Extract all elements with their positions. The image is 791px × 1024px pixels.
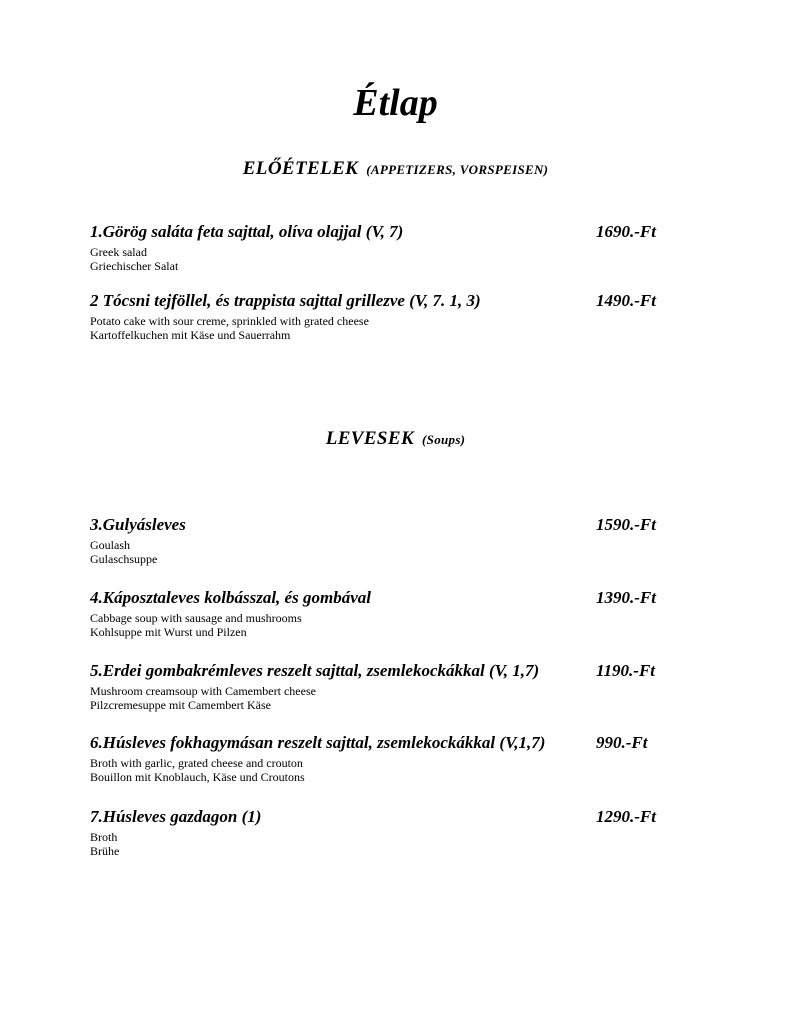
item-desc-en: Broth with garlic, grated cheese and crouton xyxy=(90,756,303,770)
item-desc-en: Mushroom creamsoup with Camembert cheese xyxy=(90,684,316,698)
item-desc-en: Cabbage soup with sausage and mushrooms xyxy=(90,611,302,625)
item-title: 6.Húsleves fokhagymásan reszelt sajttal, zsemlekockákkal (V,1,7) xyxy=(90,733,546,752)
item-desc-de: Gulaschsuppe xyxy=(90,552,158,566)
item-desc-en: Greek salad xyxy=(90,245,147,259)
item-desc-de: Kartoffelkuchen mit Käse und Sauerrahm xyxy=(90,328,291,342)
item-desc-en: Potato cake with sour creme, sprinkled with grated cheese xyxy=(90,314,369,328)
item-desc-en: Broth xyxy=(90,830,118,844)
menu-item xyxy=(90,515,750,566)
item-title: 1.Görög saláta feta sajttal, olíva olajjal (V, 7) xyxy=(90,222,404,241)
item-desc-en: Goulash xyxy=(90,538,130,552)
item-price: 1390.-Ft xyxy=(596,588,656,607)
menu-item xyxy=(90,661,750,712)
item-title: 7.Húsleves gazdagon (1) xyxy=(90,807,262,826)
item-desc-de: Brühe xyxy=(90,844,120,858)
menu-item xyxy=(90,807,750,858)
menu-item xyxy=(90,222,750,273)
item-price: 1490.-Ft xyxy=(596,291,656,310)
menu-item xyxy=(90,588,750,639)
item-price: 1590.-Ft xyxy=(596,515,656,534)
section-subtitle: (APPETIZERS, VORSPEISEN) xyxy=(366,162,549,177)
item-price: 1190.-Ft xyxy=(596,661,656,680)
section-title: LEVESEK xyxy=(325,428,415,449)
section-title: ELŐÉTELEK xyxy=(242,158,359,179)
item-desc-de: Kohlsuppe mit Wurst und Pilzen xyxy=(90,625,247,639)
item-price: 990.-Ft xyxy=(596,733,648,752)
menu-item xyxy=(90,733,750,784)
item-title: 4.Káposztaleves kolbásszal, és gombával xyxy=(90,588,371,607)
item-title: 2 Tócsni tejföllel, és trappista sajttal grillezve (V, 7. 1, 3) xyxy=(90,291,481,310)
item-desc-de: Griechischer Salat xyxy=(90,259,179,273)
item-title: 3.Gulyásleves xyxy=(90,515,186,534)
menu-item xyxy=(90,291,750,342)
item-title: 5.Erdei gombakrémleves reszelt sajttal, zsemlekockákkal (V, 1,7) xyxy=(90,661,540,680)
item-desc-de: Bouillon mit Knoblauch, Käse und Croutons xyxy=(90,770,305,784)
item-desc-de: Pilzcremesuppe mit Camembert Käse xyxy=(90,698,271,712)
item-price: 1690.-Ft xyxy=(596,222,656,241)
section-subtitle: (Soups) xyxy=(422,432,466,447)
menu-title: Étlap xyxy=(353,82,438,124)
section-heading-appetizers xyxy=(0,158,791,180)
item-price: 1290.-Ft xyxy=(596,807,656,826)
section-heading-soups xyxy=(0,428,791,450)
